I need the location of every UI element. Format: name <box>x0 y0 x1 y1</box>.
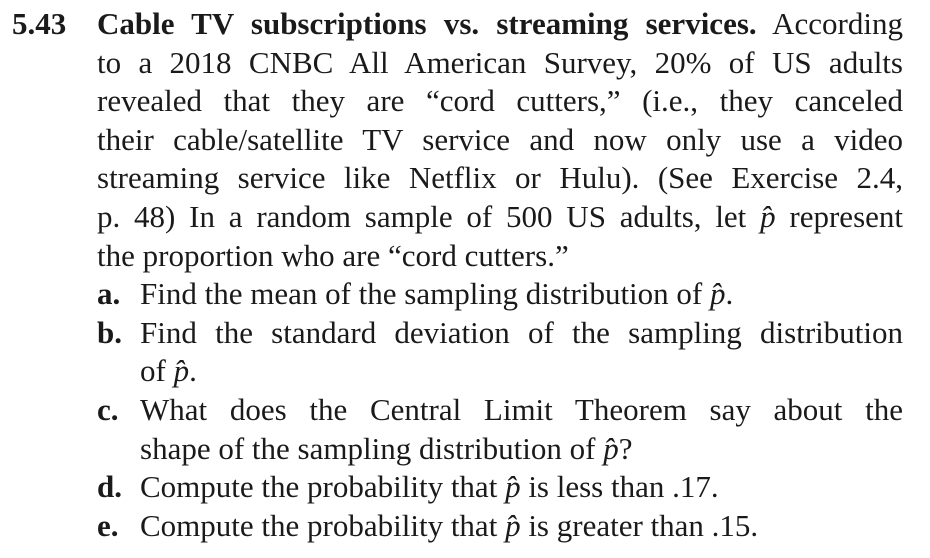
part-b-text-2: of <box>140 353 166 389</box>
part-b-text-end: . <box>189 353 197 389</box>
part-c-line-2 <box>140 430 632 469</box>
intro-line-7 <box>97 237 569 276</box>
part-c-line-1 <box>140 391 903 430</box>
part-e-line-1 <box>140 507 758 546</box>
part-a-text-end: . <box>725 276 734 312</box>
p-hat-symbol: p̂ <box>173 353 190 389</box>
part-c-text-end: ? <box>618 430 633 466</box>
p-hat-symbol: p̂ <box>760 199 776 234</box>
intro-text-7: the proportion who are “cord cutters.” <box>97 237 569 273</box>
intro-line-2 <box>97 44 903 83</box>
intro-line-3 <box>97 82 903 121</box>
part-e-letter: e. <box>97 507 119 543</box>
part-c-letter: c. <box>97 392 119 427</box>
part-a-letter: a. <box>97 276 121 312</box>
p-hat-symbol: p̂ <box>505 507 521 543</box>
part-d-letter: d. <box>97 469 122 505</box>
part-d-text-2: is less than .17. <box>528 469 719 505</box>
intro-text-4: their cable/satellite TV service and now only use a video <box>97 121 903 157</box>
exercise-number: 5.43 <box>12 6 67 41</box>
intro-text-5: streaming service like Netflix or Hulu). (See Exercise 2.4, <box>97 160 903 196</box>
part-d-text-1: Compute the probability that <box>140 469 498 505</box>
part-a-line-1 <box>140 275 733 314</box>
part-e-text-2: is greater than .15. <box>528 507 759 543</box>
part-a-text: Find the mean of the sampling distribution of <box>140 276 703 312</box>
part-d-line-1 <box>140 468 719 507</box>
exercise-title: Cable TV subscriptions vs. streaming services. <box>97 6 757 41</box>
part-b-letter: b. <box>97 314 122 350</box>
intro-text-1: According <box>772 6 903 41</box>
p-hat-symbol: p̂ <box>710 276 726 312</box>
intro-text-2: to a 2018 CNBC All American Survey, 20% of US adults <box>97 44 903 80</box>
p-hat-symbol: p̂ <box>603 430 619 466</box>
part-e-text-1: Compute the probability that <box>140 507 498 543</box>
intro-line-1 <box>97 5 903 44</box>
intro-line-6 <box>97 198 903 237</box>
intro-line-4 <box>97 121 903 160</box>
part-c-text-2: shape of the sampling distribution of <box>140 430 596 466</box>
intro-text-3: revealed that they are “cord cutters,” (i.e., they canceled <box>97 83 903 119</box>
part-c-text-1: What does the Central Limit Theorem say about the <box>140 392 903 427</box>
part-b-line-1 <box>140 314 903 353</box>
part-b-line-2 <box>140 352 197 391</box>
intro-text-6b: represent <box>789 199 904 234</box>
p-hat-symbol: p̂ <box>505 469 521 505</box>
part-b-text-1: Find the standard deviation of the sampling distribution <box>140 314 903 350</box>
intro-text-6: p. 48) In a random sample of 500 US adults, let <box>97 199 747 234</box>
intro-line-5 <box>97 159 903 198</box>
